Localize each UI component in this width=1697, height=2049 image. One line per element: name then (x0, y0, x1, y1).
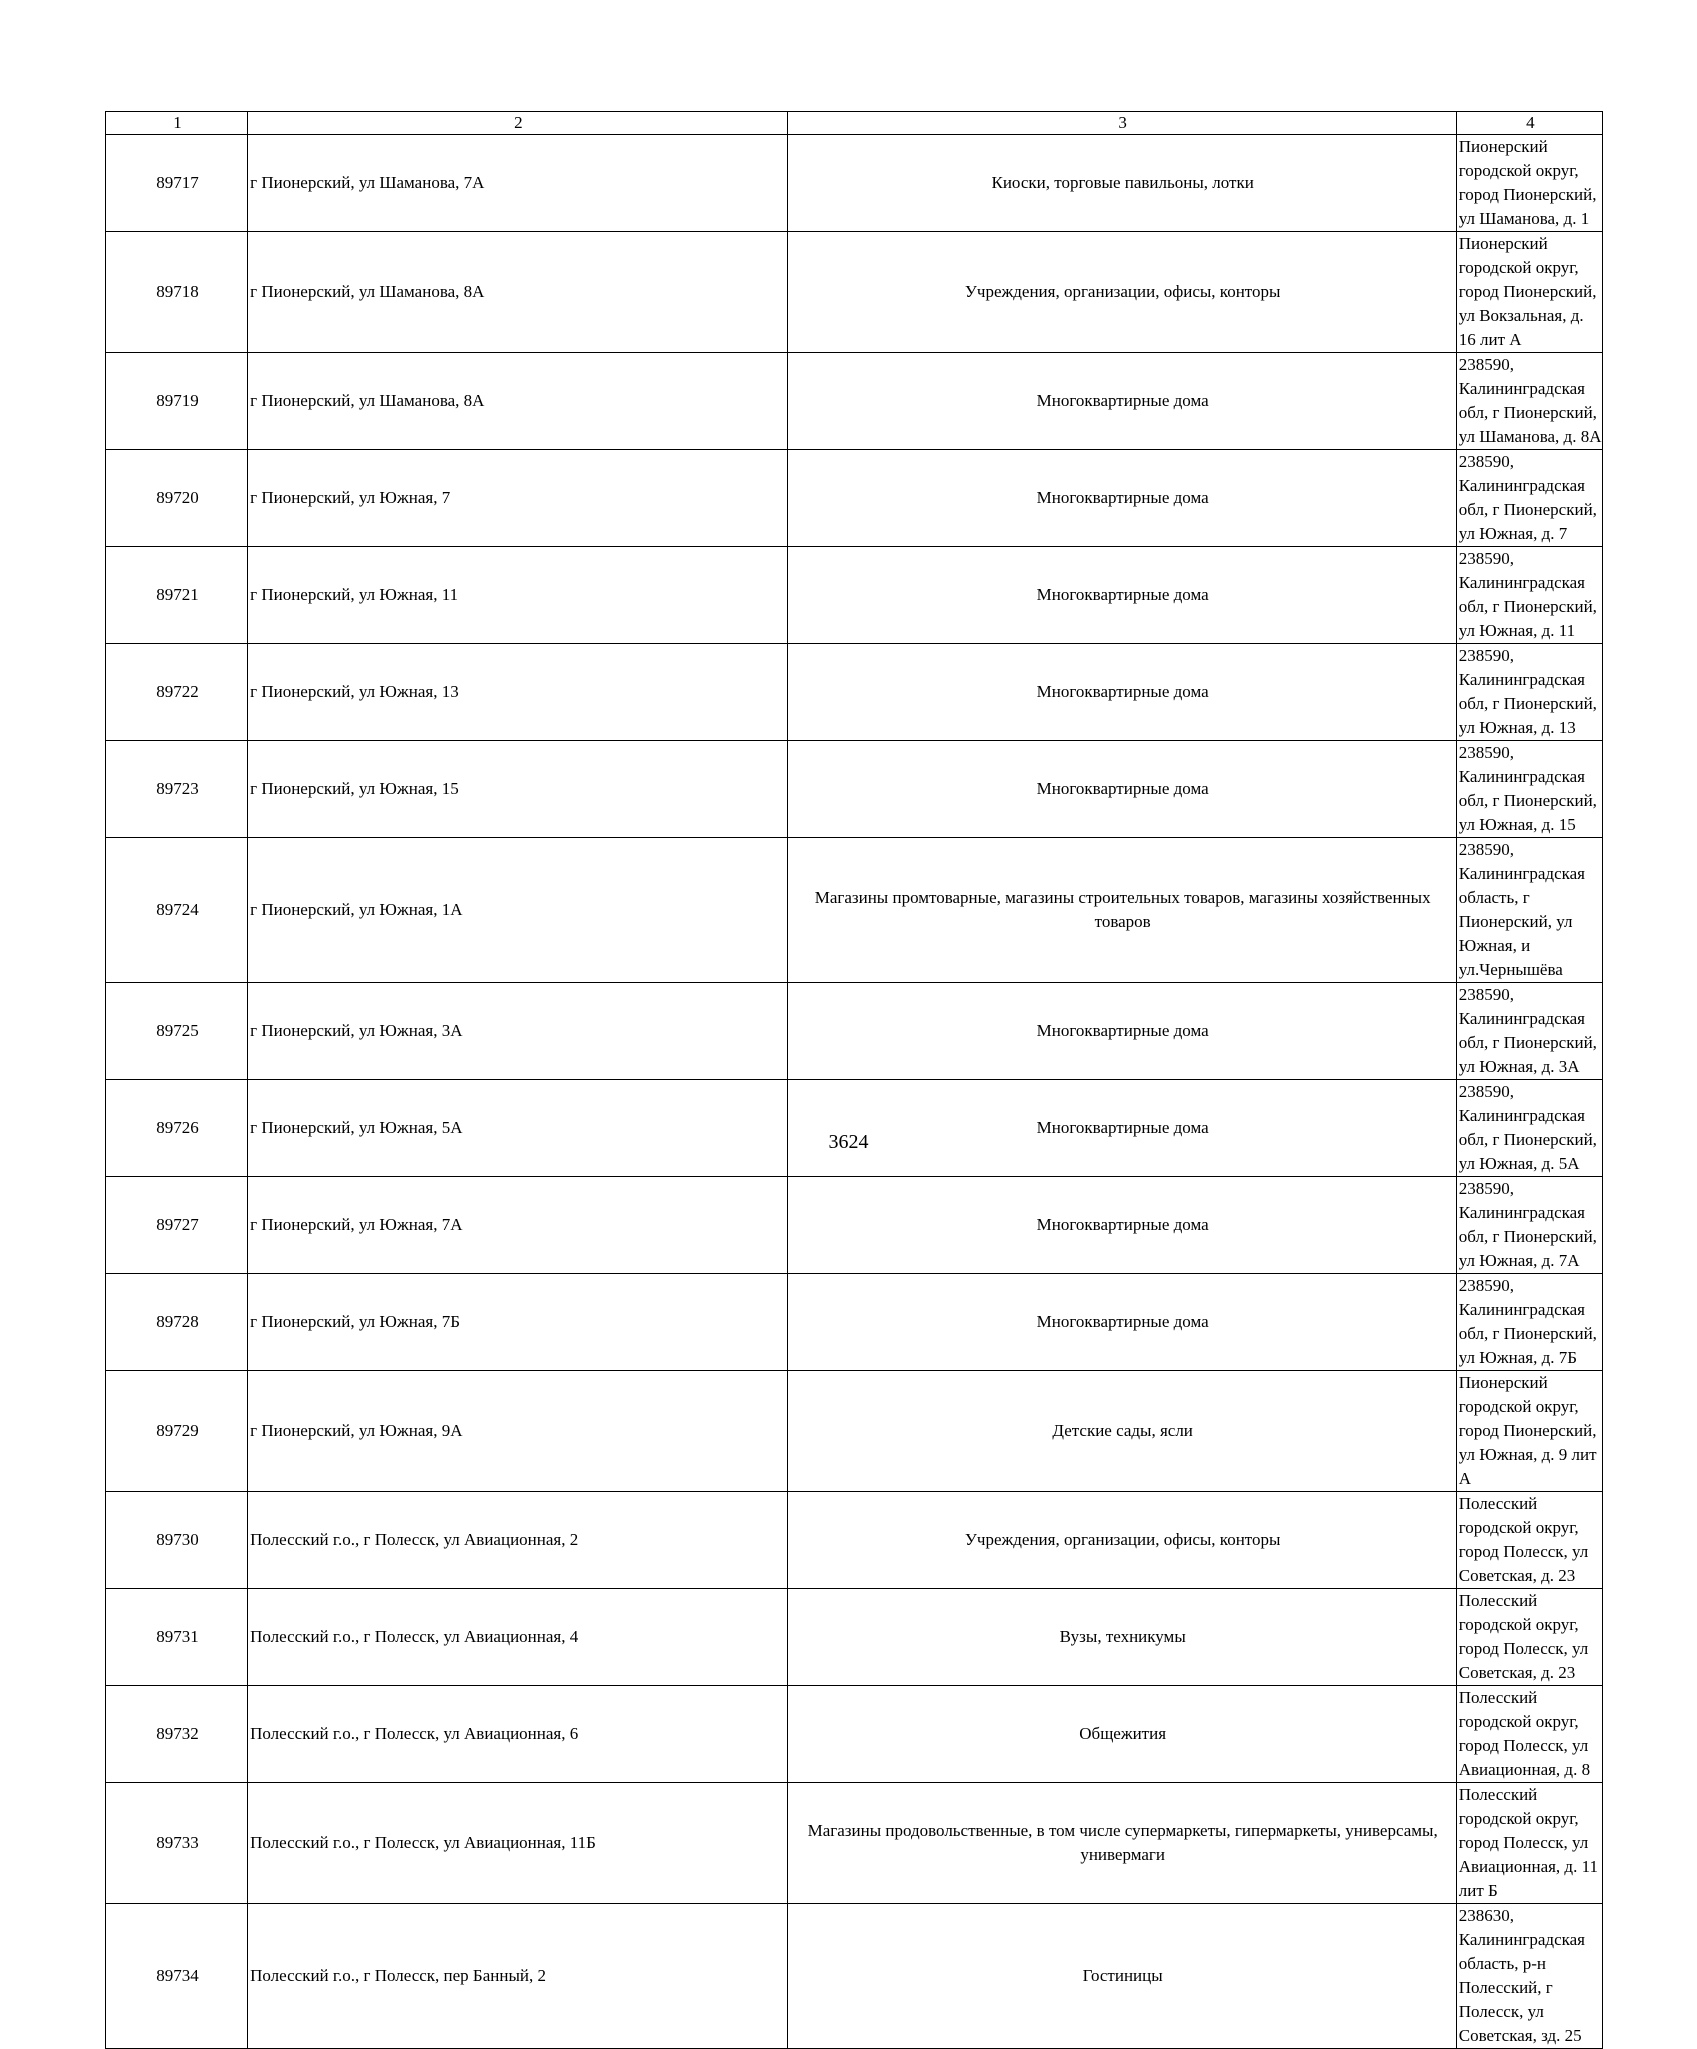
row-number: 89723 (106, 741, 248, 838)
object-address: г Пионерский, ул Южная, 7Б (248, 1274, 787, 1371)
column-header-3: 3 (787, 112, 1456, 135)
page-number: 3624 (828, 1131, 869, 1153)
object-address: г Пионерский, ул Южная, 5А (248, 1080, 787, 1177)
row-number: 89732 (106, 1686, 248, 1783)
object-type: Гостиницы (787, 1904, 1456, 2049)
table-row (106, 741, 1603, 838)
source-address: 238590, Калининградская обл, г Пионерский, ул Южная, д. 5А (1456, 1080, 1602, 1177)
row-number: 89726 (106, 1080, 248, 1177)
row-number: 89731 (106, 1589, 248, 1686)
column-header-1: 1 (106, 112, 248, 135)
object-type: Многоквартирные дома (787, 1080, 1456, 1177)
row-number: 89717 (106, 135, 248, 232)
source-address: 238590, Калининградская обл, г Пионерский, ул Южная, д. 11 (1456, 547, 1602, 644)
object-address: г Пионерский, ул Южная, 9А (248, 1371, 787, 1492)
table-row (106, 1783, 1603, 1904)
column-header-2: 2 (248, 112, 787, 135)
object-type: Многоквартирные дома (787, 1177, 1456, 1274)
source-address: 238590, Калининградская обл, г Пионерский, ул Шаманова, д. 8А (1456, 353, 1602, 450)
table-row (106, 838, 1603, 983)
source-address: Пионерский городской округ, город Пионерский, ул Шаманова, д. 1 (1456, 135, 1602, 232)
object-type: Вузы, техникумы (787, 1589, 1456, 1686)
row-number: 89730 (106, 1492, 248, 1589)
source-address: Полесский городской округ, город Полесск, ул Советская, д. 23 (1456, 1589, 1602, 1686)
table-row (106, 1686, 1603, 1783)
object-type: Многоквартирные дома (787, 450, 1456, 547)
object-type: Магазины промтоварные, магазины строительных товаров, магазины хозяйственных товаров (787, 838, 1456, 983)
column-header-4: 4 (1456, 112, 1602, 135)
object-address: г Пионерский, ул Южная, 1А (248, 838, 787, 983)
table-row (106, 547, 1603, 644)
object-address: г Пионерский, ул Шаманова, 8А (248, 353, 787, 450)
table-row (106, 983, 1603, 1080)
row-number: 89718 (106, 232, 248, 353)
object-type: Многоквартирные дома (787, 741, 1456, 838)
source-address: 238590, Калининградская обл, г Пионерский, ул Южная, д. 7Б (1456, 1274, 1602, 1371)
source-address: 238590, Калининградская обл, г Пионерский, ул Южная, д. 13 (1456, 644, 1602, 741)
table-row (106, 1371, 1603, 1492)
row-number: 89727 (106, 1177, 248, 1274)
source-address: 238590, Калининградская обл, г Пионерский, ул Южная, д. 7 (1456, 450, 1602, 547)
row-number: 89729 (106, 1371, 248, 1492)
source-address: 238590, Калининградская обл, г Пионерский, ул Южная, д. 7А (1456, 1177, 1602, 1274)
row-number: 89721 (106, 547, 248, 644)
object-type: Многоквартирные дома (787, 1274, 1456, 1371)
row-number: 89734 (106, 1904, 248, 2049)
object-address: г Пионерский, ул Южная, 7А (248, 1177, 787, 1274)
table-row (106, 450, 1603, 547)
source-address: 238590, Калининградская обл, г Пионерский, ул Южная, д. 3А (1456, 983, 1602, 1080)
object-address: г Пионерский, ул Южная, 3А (248, 983, 787, 1080)
table-row (106, 1492, 1603, 1589)
object-type: Учреждения, организации, офисы, конторы (787, 232, 1456, 353)
object-type: Киоски, торговые павильоны, лотки (787, 135, 1456, 232)
object-address: г Пионерский, ул Шаманова, 8А (248, 232, 787, 353)
object-type: Многоквартирные дома (787, 353, 1456, 450)
table-row (106, 1274, 1603, 1371)
object-type: Детские сады, ясли (787, 1371, 1456, 1492)
table-row (106, 353, 1603, 450)
source-address: 238590, Калининградская обл, г Пионерский, ул Южная, д. 15 (1456, 741, 1602, 838)
source-address: 238630, Калининградская область, р-н Полесский, г Полесск, ул Советская, зд. 25 (1456, 1904, 1602, 2049)
object-address: Полесский г.о., г Полесск, ул Авиационная, 6 (248, 1686, 787, 1783)
source-address: 238590, Калининградская область, г Пионерский, ул Южная, и ул.Чернышёва (1456, 838, 1602, 983)
object-address: г Пионерский, ул Южная, 7 (248, 450, 787, 547)
object-type: Магазины продовольственные, в том числе супермаркеты, гипермаркеты, универсамы, универмаги (787, 1783, 1456, 1904)
object-address: Полесский г.о., г Полесск, ул Авиационная, 4 (248, 1589, 787, 1686)
row-number: 89719 (106, 353, 248, 450)
source-address: Пионерский городской округ, город Пионерский, ул Южная, д. 9 лит А (1456, 1371, 1602, 1492)
row-number: 89722 (106, 644, 248, 741)
object-address: г Пионерский, ул Южная, 13 (248, 644, 787, 741)
row-number: 89724 (106, 838, 248, 983)
object-type: Многоквартирные дома (787, 983, 1456, 1080)
row-number: 89733 (106, 1783, 248, 1904)
table-row (106, 1177, 1603, 1274)
object-address: Полесский г.о., г Полесск, ул Авиационная, 11Б (248, 1783, 787, 1904)
object-address: г Пионерский, ул Южная, 15 (248, 741, 787, 838)
row-number: 89720 (106, 450, 248, 547)
table-row (106, 1904, 1603, 2049)
object-address: Полесский г.о., г Полесск, ул Авиационная, 2 (248, 1492, 787, 1589)
object-address: г Пионерский, ул Южная, 11 (248, 547, 787, 644)
source-address: Полесский городской округ, город Полесск, ул Авиационная, д. 11 лит Б (1456, 1783, 1602, 1904)
object-type: Многоквартирные дома (787, 547, 1456, 644)
object-address: г Пионерский, ул Шаманова, 7А (248, 135, 787, 232)
table-header-row (106, 112, 1603, 135)
object-type: Учреждения, организации, офисы, конторы (787, 1492, 1456, 1589)
table-row (106, 1589, 1603, 1686)
row-number: 89728 (106, 1274, 248, 1371)
source-address: Пионерский городской округ, город Пионерский, ул Вокзальная, д. 16 лит А (1456, 232, 1602, 353)
object-type: Многоквартирные дома (787, 644, 1456, 741)
table-row (106, 232, 1603, 353)
table-row (106, 135, 1603, 232)
table-row (106, 644, 1603, 741)
source-address: Полесский городской округ, город Полесск, ул Советская, д. 23 (1456, 1492, 1602, 1589)
object-address: Полесский г.о., г Полесск, пер Банный, 2 (248, 1904, 787, 2049)
row-number: 89725 (106, 983, 248, 1080)
source-address: Полесский городской округ, город Полесск, ул Авиационная, д. 8 (1456, 1686, 1602, 1783)
registry-table (105, 111, 1603, 2049)
table-row (106, 1080, 1603, 1177)
object-type: Общежития (787, 1686, 1456, 1783)
